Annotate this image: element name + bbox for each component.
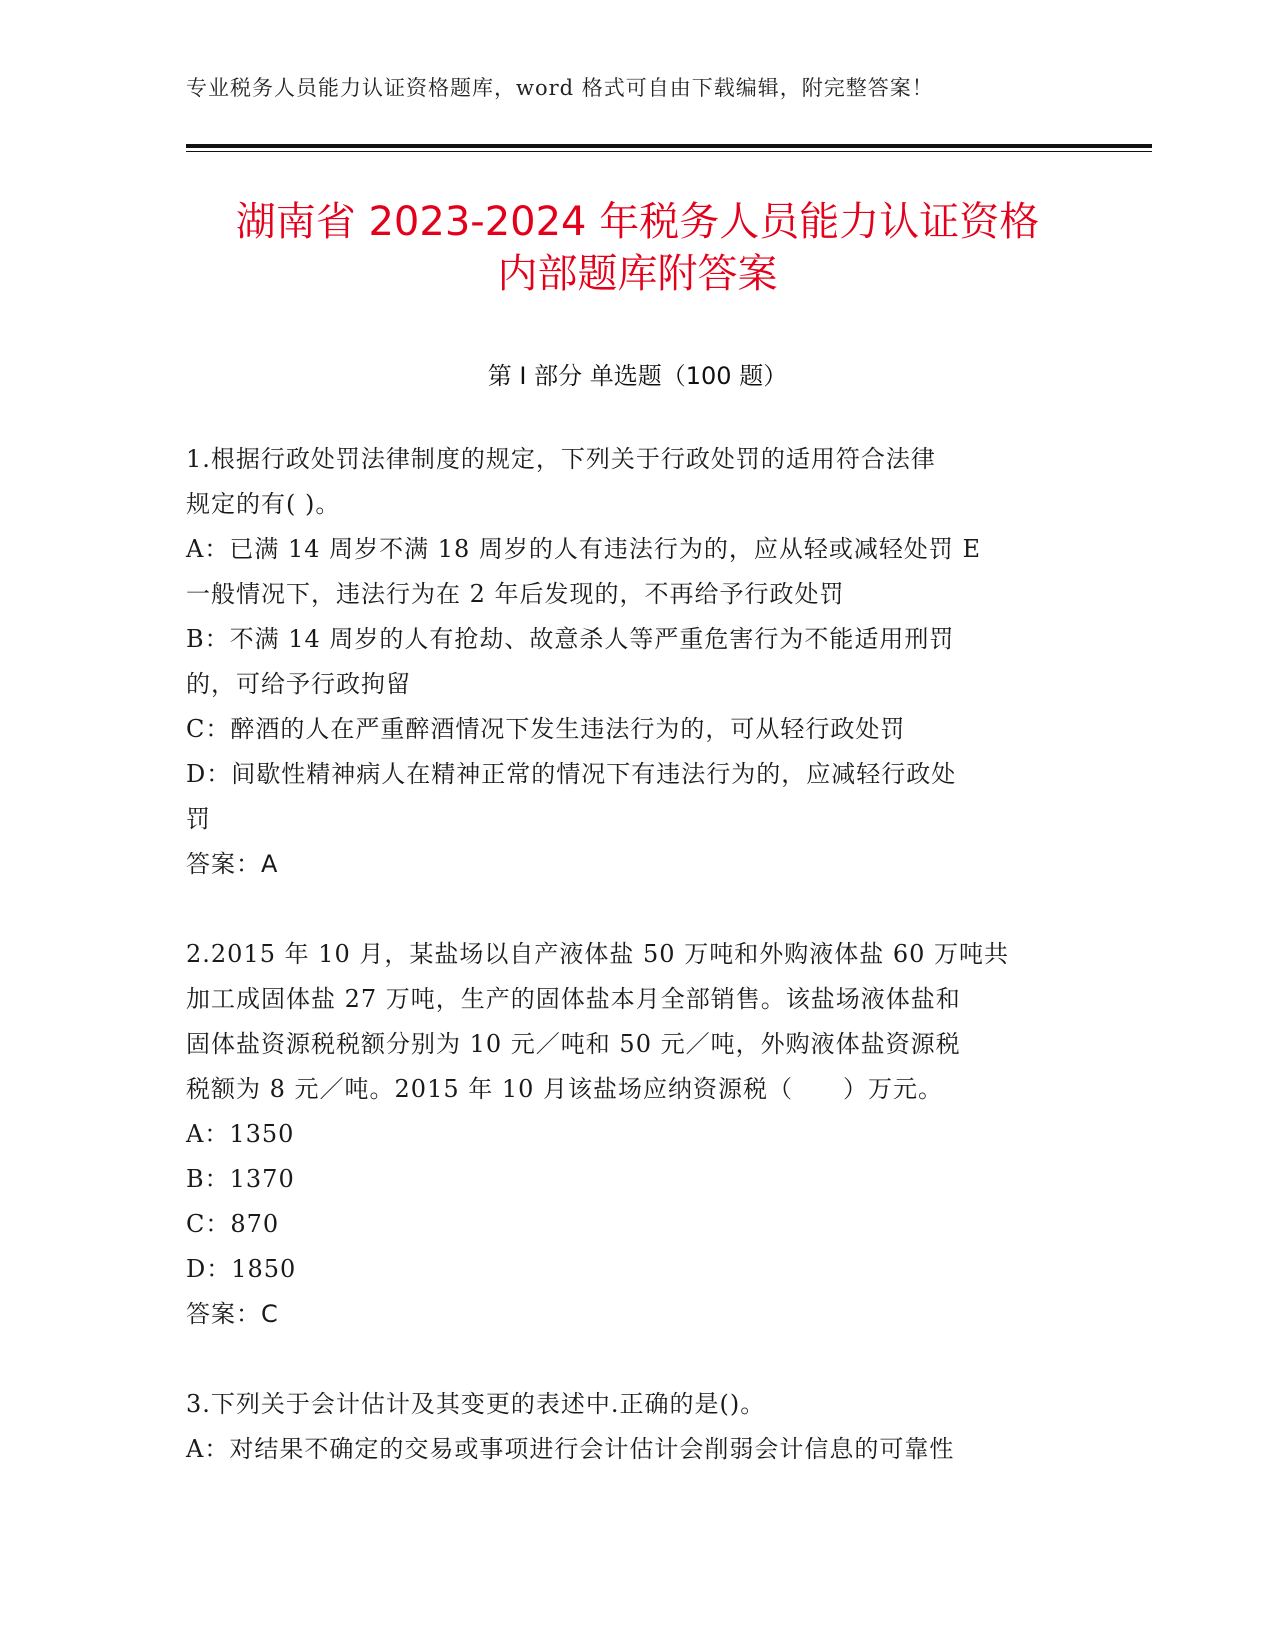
header-rule-thick: [186, 144, 1152, 148]
title-line-1: 湖南省 2023-2024 年税务人员能力认证资格: [235, 199, 1040, 245]
title-line-2: 内部题库附答案: [497, 251, 778, 297]
question-1: [186, 437, 1086, 887]
question-2-answer: 答案：C: [186, 1300, 279, 1328]
question-2-option-d: D：1850: [186, 1255, 297, 1283]
question-2-stem-line: 税额为 8 元／吨。2015 年 10 月该盐场应纳资源税（ ）万元。: [186, 1075, 944, 1103]
question-2-stem-line: 固体盐资源税税额分别为 10 元／吨和 50 元／吨，外购液体盐资源税: [186, 1030, 961, 1058]
question-1-stem-line: 规定的有( )。: [186, 490, 341, 518]
spacer: [186, 1337, 1086, 1382]
question-1-option-a: A：已满 14 周岁不满 18 周岁的人有违法行为的，应从轻或减轻处罚 E: [186, 535, 982, 563]
question-2-option-c: C：870: [186, 1210, 280, 1238]
question-1-option-c: C：醉酒的人在严重醉酒情况下发生违法行为的，可从轻行政处罚: [186, 715, 906, 743]
question-list: [186, 437, 1086, 1472]
running-header: 专业税务人员能力认证资格题库，word 格式可自由下载编辑，附完整答案！: [186, 76, 934, 100]
document-title: [160, 196, 1115, 300]
question-3-stem-line: 3.下列关于会计估计及其变更的表述中.正确的是()。: [186, 1390, 766, 1418]
question-2-stem-line: 加工成固体盐 27 万吨，生产的固体盐本月全部销售。该盐场液体盐和: [186, 985, 961, 1013]
question-2-option-b: B：1370: [186, 1165, 295, 1193]
question-3: [186, 1382, 1086, 1472]
question-1-option-b: B：不满 14 周岁的人有抢劫、故意杀人等严重危害行为不能适用刑罚: [186, 625, 955, 653]
question-2-option-a: A：1350: [186, 1120, 295, 1148]
question-1-option-a-cont: 一般情况下，违法行为在 2 年后发现的，不再给予行政处罚: [186, 580, 845, 608]
question-3-option-a: A：对结果不确定的交易或事项进行会计估计会削弱会计信息的可靠性: [186, 1435, 955, 1463]
question-1-option-d-cont: 罚: [186, 805, 211, 833]
spacer: [186, 887, 1086, 932]
question-1-option-d: D：间歇性精神病人在精神正常的情况下有违法行为的，应减轻行政处: [186, 760, 957, 788]
section-heading: 第 I 部分 单选题（100 题）: [487, 362, 788, 390]
header-rule-thin: [186, 151, 1152, 152]
question-1-stem-line: 1.根据行政处罚法律制度的规定，下列关于行政处罚的适用符合法律: [186, 445, 936, 473]
question-2-stem-line: 2.2015 年 10 月，某盐场以自产液体盐 50 万吨和外购液体盐 60 万吨共: [186, 940, 1009, 968]
question-1-option-b-cont: 的，可给予行政拘留: [186, 670, 411, 698]
question-1-answer: 答案：A: [186, 850, 279, 878]
question-2: [186, 932, 1086, 1337]
